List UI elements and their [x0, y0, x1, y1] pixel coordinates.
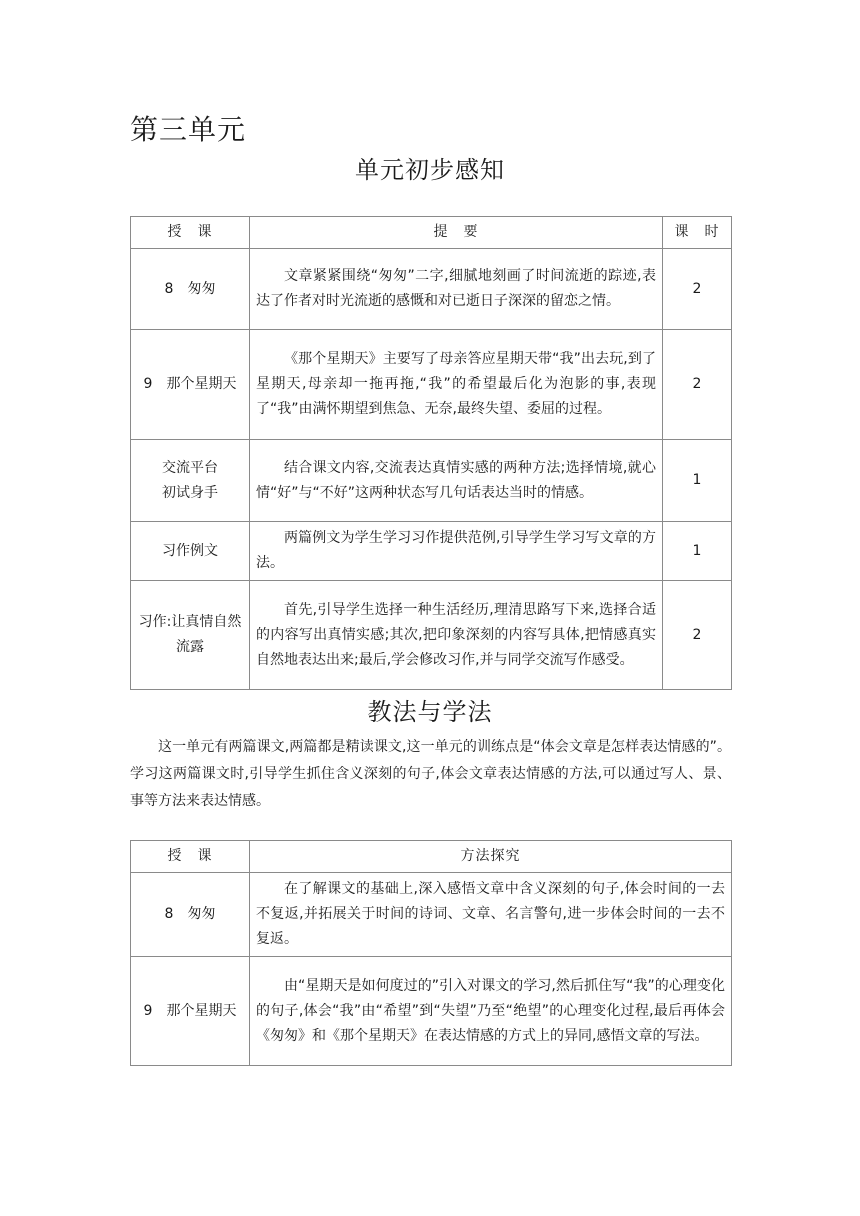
- methods-intro-paragraph: 这一单元有两篇课文,两篇都是精读课文,这一单元的训练点是“体会文章是怎样表达情感的”。学习这两篇课文时,引导学生抓住含义深刻的句子,体会文章表达情感的方法,可以通过写人、景、事等方法来表达情感。: [130, 739, 731, 809]
- course-cell: 习作例文: [131, 522, 250, 581]
- course-cell: 9 那个星期天: [131, 957, 250, 1066]
- header-summary: 提 要: [250, 217, 663, 249]
- summary-text: 结合课文内容,交流表达真情实感的两种方法;选择情境,就心情“好”与“不好”这两种状态写几句话表达当时的情感。: [256, 459, 656, 501]
- course-cell: [131, 440, 250, 522]
- table-row: [131, 873, 732, 957]
- unit-overview-table: [130, 216, 732, 690]
- course-cell: 8 匆匆: [131, 873, 250, 957]
- course-cell: 8 匆匆: [131, 249, 250, 330]
- summary-text: 两篇例文为学生学习习作提供范例,引导学生学习写文章的方法。: [256, 530, 656, 571]
- hours-cell: 1: [663, 440, 732, 522]
- course-line-trial: 初试身手: [162, 484, 218, 501]
- course-cell: 9 那个星期天: [131, 330, 250, 440]
- course-line-exchange: 交流平台: [162, 459, 218, 476]
- table-row: [131, 522, 732, 581]
- summary-cell: [250, 249, 663, 330]
- summary-cell: [250, 440, 663, 522]
- unit-title: 第三单元: [130, 113, 247, 146]
- hours-cell: 2: [663, 581, 732, 690]
- hours-cell: 2: [663, 330, 732, 440]
- section-title-teaching-methods: 教法与学法: [367, 698, 493, 726]
- summary-cell: [250, 522, 663, 581]
- section-title-unit-overview: 单元初步感知: [355, 156, 505, 184]
- method-cell: [250, 873, 732, 957]
- summary-cell: [250, 581, 663, 690]
- course-cell: 习作:让真情自然流露: [131, 581, 250, 690]
- summary-text: 首先,引导学生选择一种生活经历,理清思路写下来,选择合适的内容写出真情实感;其次,把印象深刻的内容写具体,把情感真实自然地表达出来;最后,学会修改习作,并与同学交流写作感受。: [256, 601, 656, 668]
- table-header-row: [131, 841, 732, 873]
- summary-text: 文章紧紧围绕“匆匆”二字,细腻地刻画了时间流逝的踪迹,表达了作者对时光流逝的感慨和对已逝日子深深的留恋之情。: [256, 268, 656, 309]
- table-row: [131, 581, 732, 690]
- summary-text: 《那个星期天》主要写了母亲答应星期天带“我”出去玩,到了星期天,母亲却一拖再拖,“我”的希望最后化为泡影的事,表现了“我”由满怀期望到焦急、无奈,最终失望、委屈的过程。: [256, 351, 656, 417]
- table-row: [131, 957, 732, 1066]
- table-row: [131, 249, 732, 330]
- header-course: 授 课: [131, 841, 250, 873]
- teaching-methods-table: [130, 840, 732, 1066]
- summary-cell: [250, 330, 663, 440]
- method-text: 在了解课文的基础上,深入感悟文章中含义深刻的句子,体会时间的一去不复返,并拓展关于时间的诗词、文章、名言警句,进一步体会时间的一去不复返。: [256, 881, 725, 947]
- header-method: 方法探究: [250, 841, 732, 873]
- hours-cell: 1: [663, 522, 732, 581]
- table-row: [131, 440, 732, 522]
- hours-cell: 2: [663, 249, 732, 330]
- header-course: 授 课: [131, 217, 250, 249]
- method-cell: [250, 957, 732, 1066]
- table-header-row: [131, 217, 732, 249]
- table-row: [131, 330, 732, 440]
- method-text: 由“星期天是如何度过的”引入对课文的学习,然后抓住写“我”的心理变化的句子,体会“我”由“希望”到“失望”乃至“绝望”的心理变化过程,最后再体会《匆匆》和《那个星期天》在表达情感的方式上的异同,感悟文章的写法。: [256, 977, 725, 1044]
- header-hours: 课 时: [663, 217, 732, 249]
